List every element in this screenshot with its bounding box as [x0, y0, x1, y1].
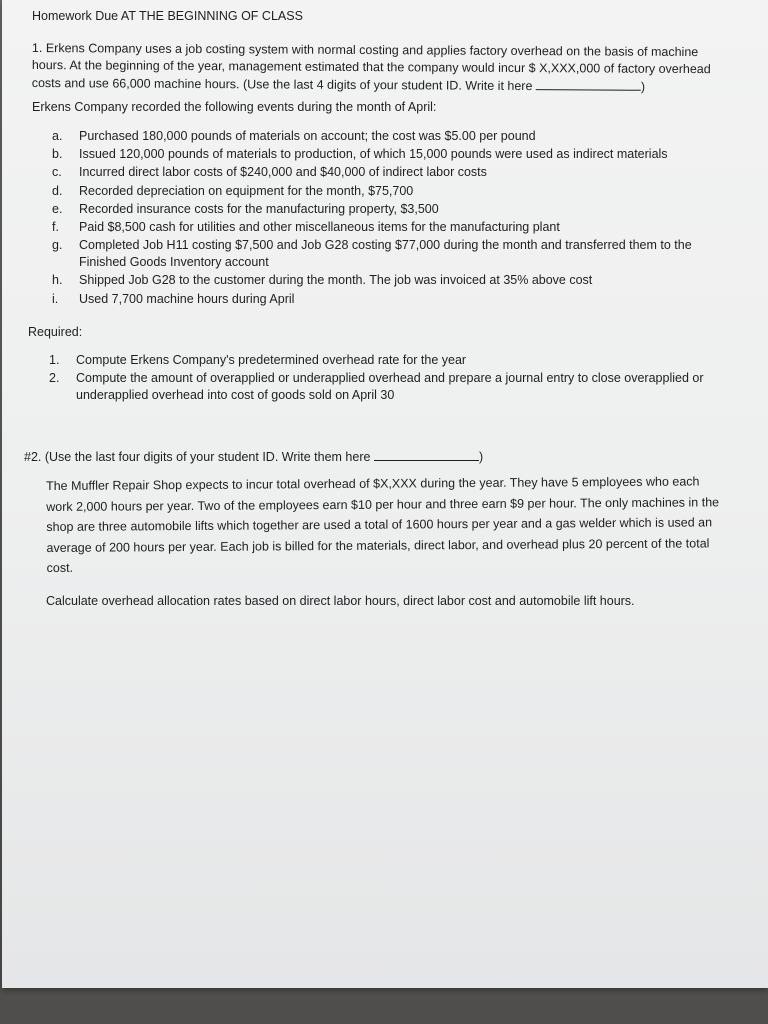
- item-text: Recorded insurance costs for the manufacturing property, $3,500: [79, 201, 439, 216]
- item-letter: h.: [52, 273, 63, 288]
- item-text: Completed Job H11 costing $7,500 and Job G28 costing $77,000 during the month and transferred them to the Finished Goods Inventory account: [79, 238, 692, 270]
- item-text: Shipped Job G28 to the customer during the month. The job was invoiced at 35% above cost: [79, 273, 593, 288]
- item-text: Paid $8,500 cash for utilities and other miscellaneous items for the manufacturing plant: [79, 219, 560, 234]
- question-2-close: ): [478, 450, 484, 464]
- item-letter: i.: [52, 291, 59, 306]
- item-text: Used 7,700 machine hours during April: [79, 291, 295, 306]
- item-text: Compute the amount of overapplied or underapplied overhead and prepare a journal entry to close overapplied or underapplied overhead into cost of goods sold on April 30: [76, 371, 704, 402]
- item-text: Purchased 180,000 pounds of materials on account; the cost was $5.00 per pound: [79, 129, 536, 143]
- item-letter: f.: [52, 219, 59, 234]
- item-text: Recorded depreciation on equipment for the month, $75,700: [79, 183, 414, 198]
- page-title: Homework Due AT THE BEGINNING OF CLASS: [32, 9, 303, 23]
- question-1-prompt: 1. Erkens Company uses a job costing system with normal costing and applies factory overhead on the basis of machine hours. At the beginning of the year, management estimated that the company would incur $ X,XXX,000 of factory overhead costs and use 66,000 machine hours. (Use the last 4 digits of your student ID. Write it here: [31, 40, 711, 94]
- list-item: [52, 146, 732, 163]
- list-item: [52, 128, 732, 145]
- events-list: [52, 128, 732, 309]
- student-id-blank-2: [374, 448, 479, 461]
- item-letter: c.: [52, 165, 62, 180]
- item-text: Incurred direct labor costs of $240,000 and $40,000 of indirect labor costs: [79, 165, 487, 180]
- item-letter: g.: [52, 238, 63, 253]
- list-item: [52, 237, 732, 271]
- required-list: [49, 352, 739, 405]
- list-item: [49, 352, 739, 369]
- list-item: [49, 370, 739, 404]
- events-intro: Erkens Company recorded the following events during the month of April:: [32, 100, 437, 114]
- question-2-heading: [24, 448, 724, 466]
- question-2-prompt: #2. (Use the last four digits of your student ID. Write them here: [24, 450, 371, 464]
- item-letter: b.: [52, 147, 63, 162]
- item-letter: a.: [52, 129, 63, 143]
- item-letter: e.: [52, 201, 63, 216]
- question-2-body: The Muffler Repair Shop expects to incur total overhead of $X,XXX during the year. They have 5 employees who each work 2,000 hours per year. Two of the employees earn $10 per hour and three earn $9 per hour. The only machines in the shop are three automobile lifts which together are used a total of 1600 hours per year and a gas welder which is used an average of 200 hours per year. Each job is billed for the materials, direct labor, and overhead plus 20 percent of the total cost.: [46, 474, 720, 575]
- list-item: [52, 219, 732, 236]
- required-heading: Required:: [28, 325, 83, 339]
- question-2: [24, 448, 724, 610]
- list-item: [52, 183, 732, 200]
- question-1: [32, 40, 732, 96]
- item-text: Compute Erkens Company's predetermined overhead rate for the year: [76, 353, 467, 367]
- list-item: [52, 164, 732, 181]
- question-1-text: [32, 40, 732, 96]
- list-item: [52, 201, 732, 218]
- item-letter: d.: [52, 183, 63, 198]
- question-2-task: Calculate overhead allocation rates based on direct labor hours, direct labor cost and automobile lift hours.: [46, 593, 635, 608]
- list-item: [52, 272, 732, 289]
- item-number: 2.: [49, 371, 60, 385]
- homework-sheet: [2, 0, 768, 988]
- list-item: [52, 291, 732, 308]
- question-1-close: ): [640, 79, 646, 94]
- item-number: 1.: [49, 353, 60, 367]
- item-text: Issued 120,000 pounds of materials to production, of which 15,000 pounds were used as indirect materials: [79, 147, 668, 162]
- student-id-blank-1: [536, 77, 641, 91]
